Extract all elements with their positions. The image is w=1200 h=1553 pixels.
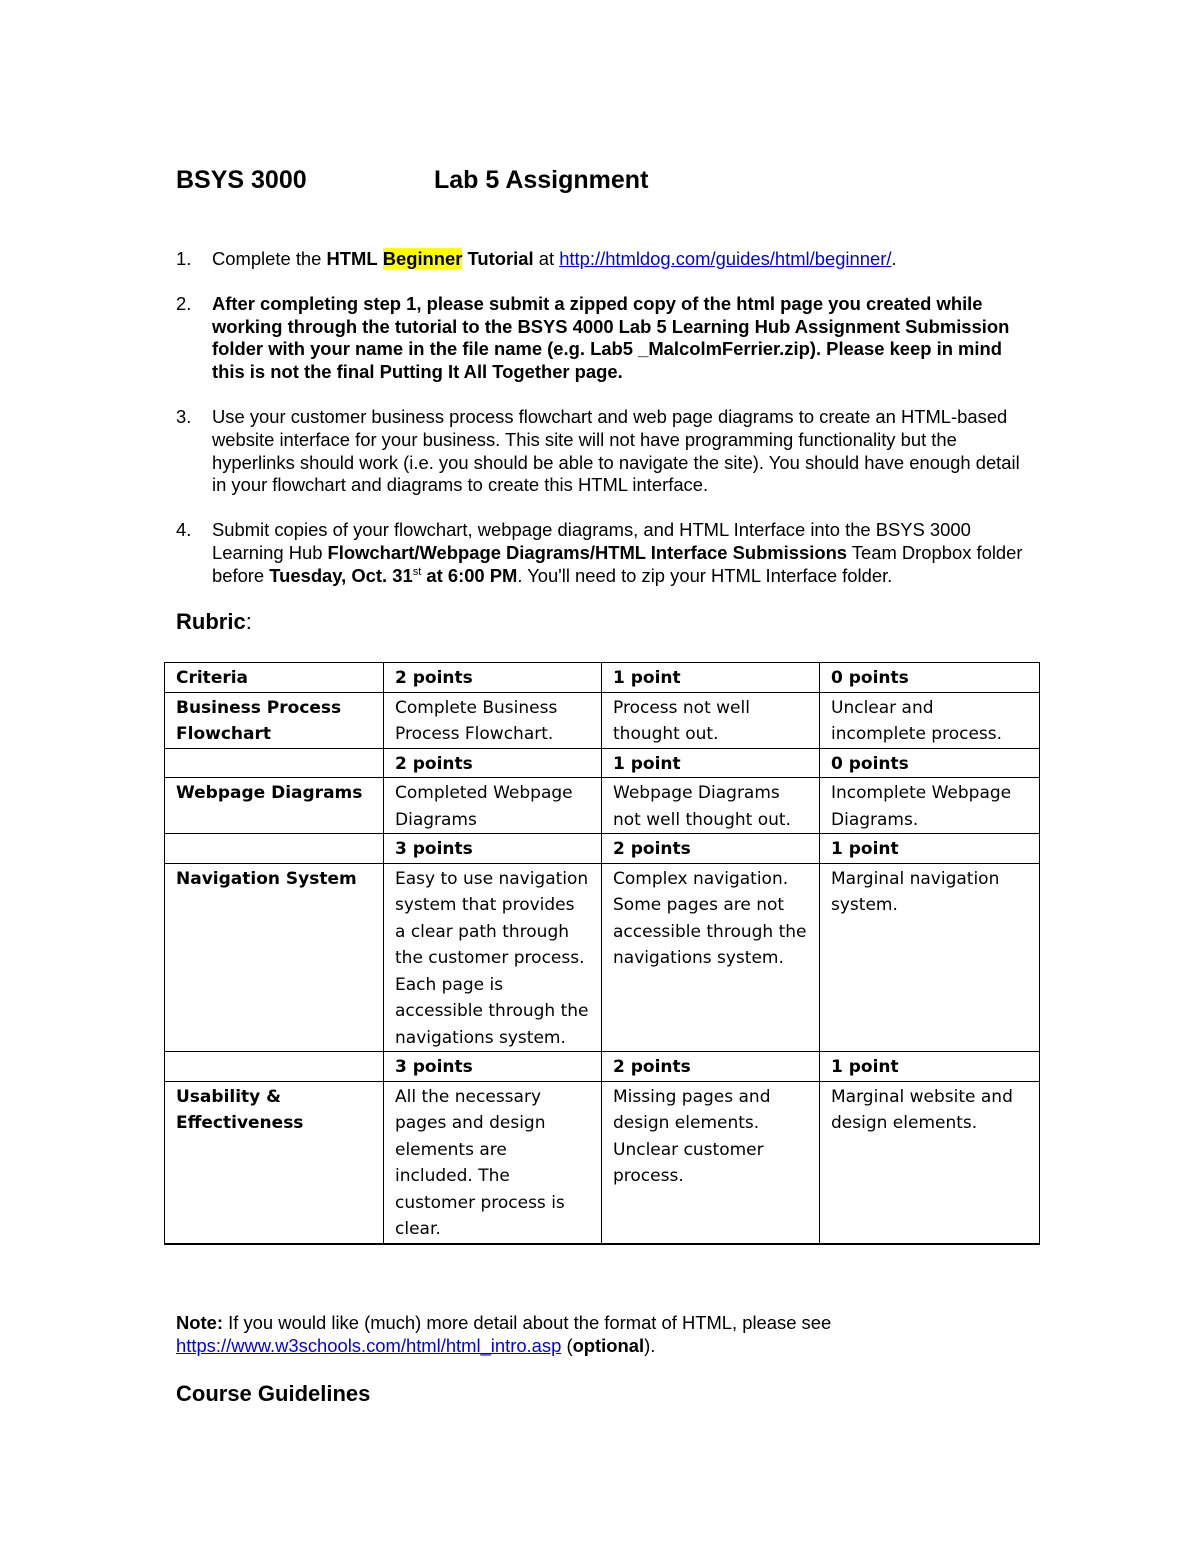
due-date: Tuesday, Oct. 31 <box>269 564 413 586</box>
table-cell: Process not well thought out. <box>602 692 820 748</box>
item-number: 3. <box>176 405 192 427</box>
table-cell: 2 points <box>384 663 602 693</box>
assignment-title: Lab 5 Assignment <box>434 166 649 194</box>
item-text: Team Dropbox folder before <box>212 541 1023 586</box>
table-cell: Usability & Effectiveness <box>165 1081 384 1244</box>
table-cell: Criteria <box>165 663 384 693</box>
table-cell: Webpage Diagrams not well thought out. <box>602 778 820 834</box>
table-cell: Complete Business Process Flowchart. <box>384 692 602 748</box>
table-cell: Business Process Flowchart <box>165 692 384 748</box>
highlighted-text: Beginner <box>382 248 463 269</box>
due-time: at 6:00 PM <box>421 564 518 586</box>
item-text: Submit copies of your flowchart, webpage diagrams, and HTML Interface into the BSYS 3000 Learning Hub <box>212 519 971 563</box>
item-text: Use your customer business process flowchart and web page diagrams to create an HTML-based website interface for your business. This site will not have programming functionality but the hyperlinks should work (i.e. you should be able to navigate the site). You should have enough detail in your flowchart and diagrams to create this HTML interface. <box>212 405 1020 496</box>
item-number: 1. <box>176 248 192 269</box>
table-cell: 3 points <box>384 1052 602 1082</box>
note-text: ). <box>644 1335 656 1356</box>
table-cell: 2 points <box>384 748 602 778</box>
table-cell: 0 points <box>820 748 1040 778</box>
table-cell: Easy to use navigation system that provides a clear path through the customer process. Each page is accessible through the navigations system. <box>384 863 602 1052</box>
table-cell <box>165 834 384 864</box>
rubric-heading-text: Rubric <box>176 609 246 634</box>
table-cell: 2 points <box>602 1052 820 1082</box>
table-cell: Incomplete Webpage Diagrams. <box>820 778 1040 834</box>
course-guidelines-heading: Course Guidelines <box>176 1381 371 1406</box>
table-cell: Complex navigation. Some pages are not accessible through the navigations system. <box>602 863 820 1052</box>
table-cell <box>165 748 384 778</box>
table-cell: 1 point <box>820 1052 1040 1082</box>
submission-folder-name: Flowchart/Webpage Diagrams/HTML Interface Submissions <box>327 541 848 563</box>
table-cell: Marginal navigation system. <box>820 863 1040 1052</box>
item-text: After completing step 1, please submit a zipped copy of the html page you created while working through the tutorial to the BSYS 4000 Lab 5 Learning Hub Assignment Submission folder with your name in the file name (e.g. Lab5 _MalcolmFerrier.zip). Please keep in mind this is not the final Putting It All Together page. <box>212 292 1010 383</box>
table-cell: All the necessary pages and design elements are included. The customer process is clear. <box>384 1081 602 1244</box>
item-bold-tutorial: Tutorial <box>467 248 534 269</box>
note-label: Note: <box>176 1312 223 1333</box>
table-cell: 1 point <box>820 834 1040 864</box>
instruction-item-3 <box>176 406 1036 497</box>
note-text: ( <box>561 1335 573 1356</box>
instruction-item-4 <box>176 519 1036 587</box>
table-row <box>165 692 1040 748</box>
table-cell: Webpage Diagrams <box>165 778 384 834</box>
table-row <box>165 834 1040 864</box>
item-text: at <box>533 248 560 269</box>
table-cell: 1 point <box>602 748 820 778</box>
document-title <box>176 166 648 195</box>
rubric-table <box>164 662 1040 1245</box>
table-row <box>165 863 1040 1052</box>
note-text: If you would like (much) more detail about the format of HTML, please see <box>223 1312 832 1333</box>
table-cell: Marginal website and design elements. <box>820 1081 1040 1244</box>
rubric-heading <box>176 609 252 635</box>
w3schools-link[interactable]: https://www.w3schools.com/html/html_intro.asp <box>176 1335 562 1356</box>
table-cell: 1 point <box>602 663 820 693</box>
item-text: Complete the <box>212 248 327 269</box>
rubric-heading-colon: : <box>245 609 252 634</box>
course-code: BSYS 3000 <box>176 166 307 194</box>
date-suffix: st <box>412 565 422 578</box>
table-row <box>165 1052 1040 1082</box>
item-bold-html: HTML <box>326 248 378 269</box>
optional-label: optional <box>572 1335 645 1356</box>
instruction-list <box>176 248 1036 610</box>
table-cell: Completed Webpage Diagrams <box>384 778 602 834</box>
instruction-item-2 <box>176 293 1036 384</box>
item-text: . You'll need to zip your HTML Interface folder. <box>517 564 893 586</box>
item-number: 2. <box>176 292 192 314</box>
table-cell <box>165 1052 384 1082</box>
table-cell: Unclear and incomplete process. <box>820 692 1040 748</box>
table-cell: 2 points <box>602 834 820 864</box>
table-row <box>165 663 1040 693</box>
table-cell: Navigation System <box>165 863 384 1052</box>
item-number: 4. <box>176 519 192 541</box>
htmldog-link[interactable]: http://htmldog.com/guides/html/beginner/ <box>559 248 892 269</box>
table-cell: 0 points <box>820 663 1040 693</box>
item-text: . <box>891 248 897 269</box>
table-row <box>165 778 1040 834</box>
instruction-item-1 <box>176 248 1036 271</box>
table-row <box>165 1081 1040 1244</box>
note-paragraph <box>176 1311 1036 1357</box>
table-cell: Missing pages and design elements. Unclear customer process. <box>602 1081 820 1244</box>
table-cell: 3 points <box>384 834 602 864</box>
table-row <box>165 748 1040 778</box>
